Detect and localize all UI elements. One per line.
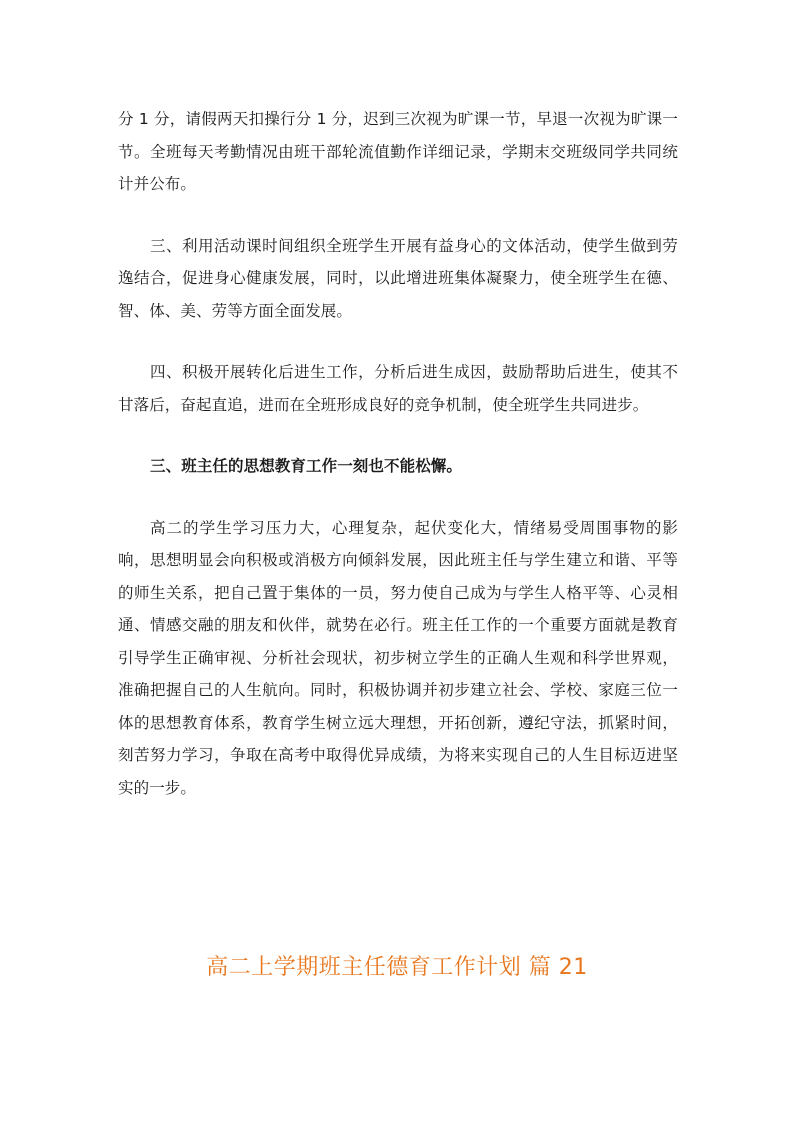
paragraph-point-three-activities: 三、利用活动课时间组织全班学生开展有益身心的文体活动，使学生做到劳逸结合，促进身心健康发展，同时，以此增进班集体凝聚力，使全班学生在德、智、体、美、劳等方面全面发展。 — [118, 236, 678, 320]
paragraph-attendance-continued: 分 1 分，请假两天扣操行分 1 分，迟到三次视为旷课一节，早退一次视为旷课一节。全班每天考勤情况由班干部轮流值勤作详细记录，学期末交班级同学共同统计并公布。 — [118, 110, 678, 193]
document-body — [118, 103, 678, 804]
paragraph-ideological-education: 高二的学生学习压力大，心理复杂，起伏变化大，情绪易受周围事物的影响，思想明显会向积极或消极方向倾斜发展，因此班主任与学生建立和谐、平等的师生关系，把自己置于集体的一员，努力使自己成为与学生人格平等、心灵相通、情感交融的朋友和伙伴，就势在必行。班主任工作的一个重要方面就是教育引导学生正确审视、分析社会现状，初步树立学生的正确人生观和科学世界观，准确把握自己的人生航向。同时，积极协调并初步建立社会、学校、家庭三位一体的思想教育体系，教育学生树立远大理想，开拓创新，遵纪守法，抓紧时间，刻苦努力学习，争取在高考中取得优异成绩，为将来实现自己的人生目标迈进坚实的一步。 — [118, 518, 678, 797]
paragraph-point-four-underachievers: 四、积极开展转化后进生工作，分析后进生成因，鼓励帮助后进生，使其不甘落后，奋起直追，进而在全班形成良好的竞争机制，使全班学生共同进步。 — [118, 363, 678, 414]
subheading-ideological-education: 三、班主任的思想教育工作一刻也不能松懈。 — [150, 457, 463, 475]
section-heading: 高二上学期班主任德育工作计划 篇 21 — [206, 955, 588, 980]
